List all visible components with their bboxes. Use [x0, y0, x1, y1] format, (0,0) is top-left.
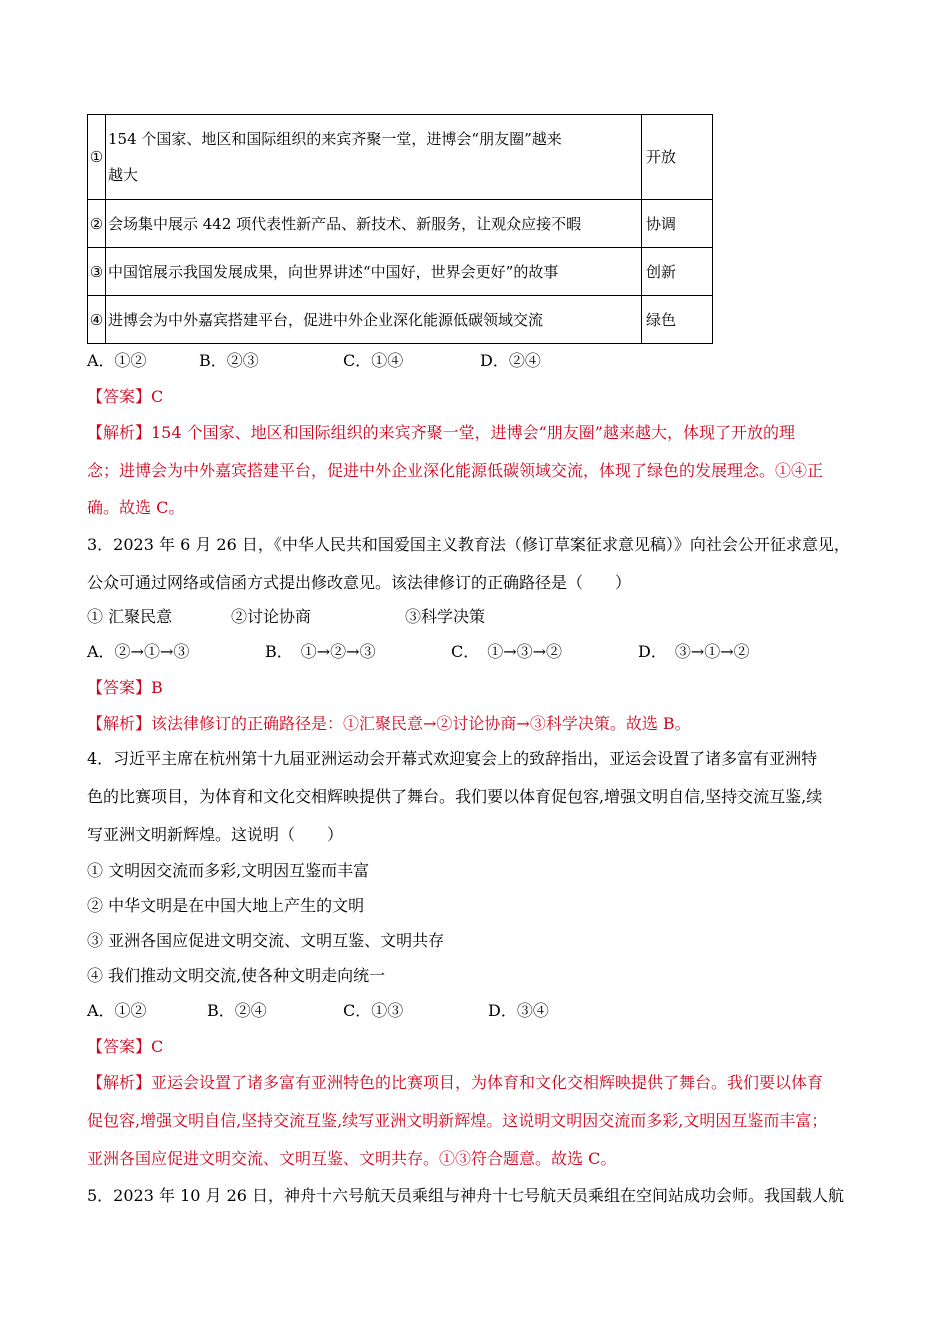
q3-item: ③科学决策	[405, 607, 486, 626]
row-text: 中国馆展示我国发展成果，向世界讲述“中国好，世界会更好”的故事	[106, 248, 642, 296]
q3-analysis-line: 【解析】该法律修订的正确路径是：①汇聚民意→②讨论协商→③科学决策。故选 B。	[87, 714, 691, 733]
choice-d: D．③④	[488, 1001, 549, 1020]
q4-option: ③ 亚洲各国应促进文明交流、文明互鉴、文明共存	[87, 931, 445, 950]
choice-b: B． ①→②→③	[265, 642, 376, 661]
table-row	[88, 248, 713, 296]
row-text: 154 个国家、地区和国际组织的来宾齐聚一堂，进博会“朋友圈”越来 越大	[106, 115, 642, 200]
q2-analysis-line: 念；进博会为中外嘉宾搭建平台，促进中外企业深化能源低碳领域交流，体现了绿色的发展理念。①④正	[87, 461, 824, 480]
options-table	[87, 114, 713, 344]
row-text: 会场集中展示 442 项代表性新产品、新技术、新服务，让观众应接不暇	[106, 200, 642, 248]
choice-c: C．①④	[343, 351, 404, 370]
q3-stem-line: 公众可通过网络或信函方式提出修改意见。该法律修订的正确路径是（ ）	[87, 573, 632, 592]
q4-answer: 【答案】C	[87, 1037, 164, 1056]
q2-analysis-line: 确。故选 C。	[87, 498, 185, 517]
row-number: ④	[88, 296, 106, 344]
q4-analysis-line: 亚洲各国应促进文明交流、文明互鉴、文明共存。①③符合题意。故选 C。	[87, 1149, 617, 1168]
q4-stem-line: 4．习近平主席在杭州第十九届亚洲运动会开幕式欢迎宴会上的致辞指出，亚运会设置了诸多富有亚洲特	[87, 749, 818, 768]
q4-option: ② 中华文明是在中国大地上产生的文明	[87, 896, 365, 915]
choice-a: A．①②	[87, 1001, 147, 1020]
row-label: 创新	[642, 248, 713, 296]
row-label: 协调	[642, 200, 713, 248]
q2-answer: 【答案】C	[87, 387, 164, 406]
row-number: ②	[88, 200, 106, 248]
q4-analysis-line: 促包容,增强文明自信,坚持交流互鉴,续写亚洲文明新辉煌。这说明文明因交流而多彩,文明因互鉴而丰富；	[87, 1111, 828, 1130]
row-text: 进博会为中外嘉宾搭建平台，促进中外企业深化能源低碳领域交流	[106, 296, 642, 344]
choice-c: C． ①→③→②	[451, 642, 563, 661]
row-label: 开放	[642, 115, 713, 200]
choice-b: B．②④	[207, 1001, 267, 1020]
row-number: ①	[88, 115, 106, 200]
choice-a: A．①②	[87, 351, 147, 370]
q2-analysis-line: 【解析】154 个国家、地区和国际组织的来宾齐聚一堂，进博会“朋友圈”越来越大，体现了开放的理	[87, 423, 795, 442]
choice-d: D． ③→①→②	[638, 642, 750, 661]
q4-analysis-line: 【解析】亚运会设置了诸多富有亚洲特色的比赛项目，为体育和文化交相辉映提供了舞台。我们要以体育	[87, 1073, 824, 1092]
choice-a: A．②→①→③	[87, 642, 190, 661]
q4-option: ① 文明因交流而多彩,文明因互鉴而丰富	[87, 861, 370, 880]
table-row	[88, 296, 713, 344]
q4-stem-line: 色的比赛项目，为体育和文化交相辉映提供了舞台。我们要以体育促包容,增强文明自信,坚持交流互鉴,续	[87, 787, 823, 806]
choice-c: C．①③	[343, 1001, 404, 1020]
table-row	[88, 115, 713, 200]
table-row	[88, 200, 713, 248]
q4-option: ④ 我们推动文明交流,使各种文明走向统一	[87, 966, 386, 985]
row-label: 绿色	[642, 296, 713, 344]
q3-answer: 【答案】B	[87, 678, 163, 697]
q3-stem-line: 3．2023 年 6 月 26 日，《中华人民共和国爱国主义教育法（修订草案征求意见稿）》向社会公开征求意见，	[87, 535, 850, 554]
choice-d: D．②④	[480, 351, 541, 370]
row-number: ③	[88, 248, 106, 296]
q4-stem-line: 写亚洲文明新辉煌。这说明（ ）	[87, 825, 344, 844]
q3-item: ②讨论协商	[231, 607, 312, 626]
q5-stem-line: 5．2023 年 10 月 26 日，神舟十六号航天员乘组与神舟十七号航天员乘组在空间站成功会师。我国载人航	[87, 1186, 845, 1205]
choice-b: B．②③	[199, 351, 259, 370]
q3-item: ① 汇聚民意	[87, 607, 173, 626]
